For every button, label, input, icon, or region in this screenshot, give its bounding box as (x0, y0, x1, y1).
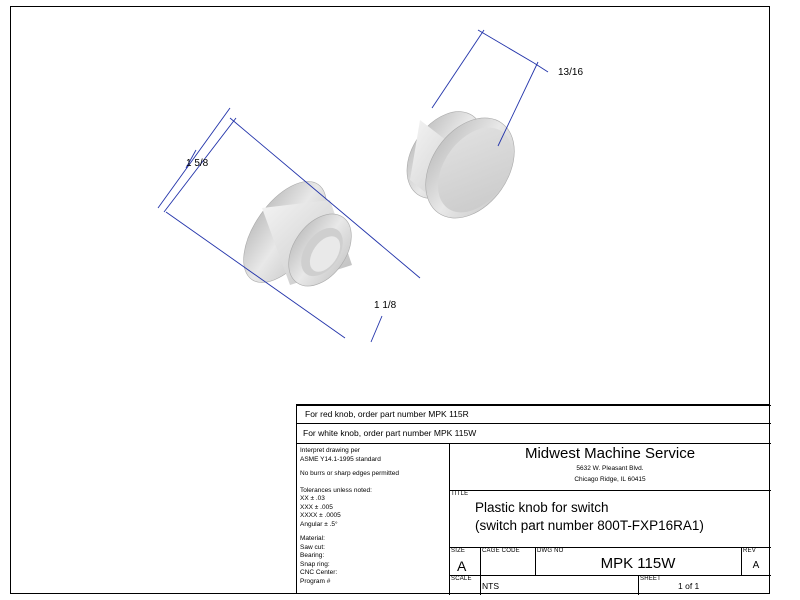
tolerance-xx: XX ± .03 (300, 495, 325, 502)
company-address1: 5632 W. Pleasant Blvd. (576, 465, 644, 472)
scale-field (449, 575, 638, 595)
dim-right-knob-diameter: 13/16 (558, 67, 584, 78)
sheet-label: SHEET (640, 576, 662, 582)
company-name: Midwest Machine Service (524, 445, 696, 462)
rev-label: REV (743, 548, 756, 554)
size-label: SIZE (451, 548, 466, 554)
dwg-no-field (535, 547, 741, 575)
scale-value: NTS (482, 581, 499, 591)
snap-ring-label: Snap ring: (300, 560, 330, 568)
sheet-field (638, 575, 771, 595)
dwg-no-label: DWG NO (537, 548, 564, 554)
red-knob-note: For red knob, order part number MPK 115R (305, 409, 469, 419)
dim-left-knob-length: 1 1/8 (374, 300, 397, 311)
interpret-line2: ASME Y14.1-1995 standard (300, 455, 381, 463)
rev-field (741, 547, 771, 575)
material-label: Material: (300, 535, 325, 542)
title-field (449, 490, 771, 547)
title-line2: (switch part number 800T-FXP16RA1) (475, 518, 704, 533)
interpret-line1: Interpret drawing per (300, 447, 360, 454)
tolerance-xxx: XXX ± .005 (300, 503, 333, 511)
bearing-label: Bearing: (300, 552, 325, 559)
tolerances-title: Tolerances unless noted: (300, 486, 372, 494)
title-line1: Plastic knob for switch (475, 500, 609, 515)
cage-code-field (480, 547, 535, 575)
dwg-no-value: MPK 115W (600, 555, 676, 572)
standards-notes (300, 447, 446, 586)
company-address2: Chicago Ridge, IL 60415 (574, 475, 646, 483)
sheet-value: 1 of 1 (678, 581, 700, 591)
rev-value: A (752, 560, 760, 571)
dim-left-knob-diameter: 1 5/8 (186, 158, 209, 169)
size-field (449, 547, 480, 575)
scale-label: SCALE (451, 576, 472, 582)
cnc-center-label: CNC Center: (300, 569, 338, 576)
saw-cut-label: Saw cut: (300, 543, 325, 551)
burrs-note: No burrs or sharp edges permitted (300, 470, 399, 477)
company-block (449, 445, 771, 484)
cage-code-label: CAGE CODE (482, 548, 520, 554)
tolerance-xxxx: XXXX ± .0005 (300, 512, 341, 519)
tolerance-angular: Angular ± .5° (300, 520, 338, 528)
left-knob-part (227, 167, 364, 297)
white-knob-note: For white knob, order part number MPK 115W (303, 428, 477, 438)
title-block (296, 404, 770, 594)
title-label: TITLE (451, 491, 469, 497)
program-label: Program # (300, 577, 331, 585)
size-value: A (457, 558, 467, 574)
